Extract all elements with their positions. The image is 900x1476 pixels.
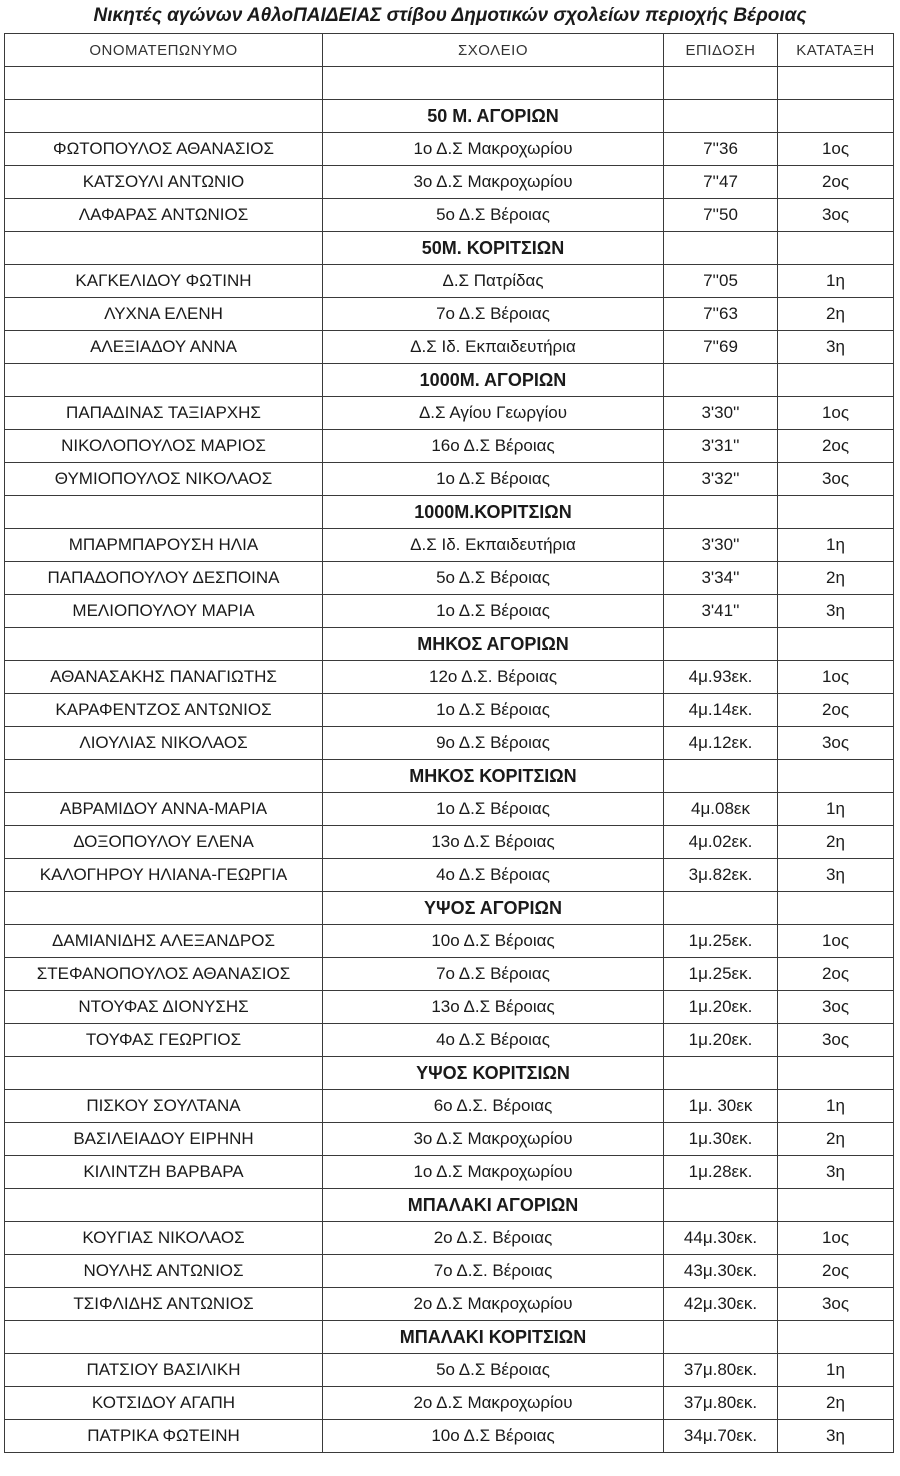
event-spacer-cell — [778, 1321, 894, 1354]
table-row — [5, 694, 894, 727]
performance-value: 37μ.80εκ. — [664, 1354, 778, 1387]
table-row — [5, 793, 894, 826]
performance-value: 1μ.25εκ. — [664, 958, 778, 991]
event-spacer-cell — [778, 496, 894, 529]
rank-value: 1ος — [778, 925, 894, 958]
table-row — [5, 958, 894, 991]
table-row — [5, 265, 894, 298]
table-row — [5, 397, 894, 430]
rank-value: 2η — [778, 826, 894, 859]
athlete-name: ΔΑΜΙΑΝΙΔΗΣ ΑΛΕΞΑΝΔΡΟΣ — [5, 925, 323, 958]
athlete-name: ΚΟΤΣΙΔΟΥ ΑΓΑΠΗ — [5, 1387, 323, 1420]
table-row — [5, 1354, 894, 1387]
rank-value: 2ος — [778, 166, 894, 199]
rank-value: 3η — [778, 595, 894, 628]
rank-value: 1ος — [778, 661, 894, 694]
rank-value: 3η — [778, 859, 894, 892]
event-spacer-cell — [664, 100, 778, 133]
event-title: 1000Μ. ΑΓΟΡΙΩΝ — [323, 364, 664, 397]
performance-value: 4μ.08εκ — [664, 793, 778, 826]
school-name: 13ο Δ.Σ Βέροιας — [323, 826, 664, 859]
rank-value: 2η — [778, 562, 894, 595]
rank-value: 2ος — [778, 694, 894, 727]
event-title: ΥΨΟΣ ΚΟΡΙΤΣΙΩΝ — [323, 1057, 664, 1090]
event-spacer-cell — [778, 892, 894, 925]
performance-value: 3μ.82εκ. — [664, 859, 778, 892]
column-header-rank: ΚΑΤΑΤΑΞΗ — [778, 34, 894, 67]
column-header-school: ΣΧΟΛΕΙΟ — [323, 34, 664, 67]
event-spacer-cell — [5, 892, 323, 925]
document-title: Νικητές αγώνων ΑθλοΠΑΙΔΕΙΑΣ στίβου Δημοτικών σχολείων περιοχής Βέροιας — [93, 5, 807, 26]
event-spacer-cell — [778, 1189, 894, 1222]
rank-value: 3ος — [778, 1288, 894, 1321]
school-name: 13ο Δ.Σ Βέροιας — [323, 991, 664, 1024]
athlete-name: ΠΑΠΑΔΟΠΟΥΛΟΥ ΔΕΣΠΟΙΝΑ — [5, 562, 323, 595]
table-row — [5, 331, 894, 364]
table-row — [5, 430, 894, 463]
athlete-name: ΝΟΥΛΗΣ ΑΝΤΩΝΙΟΣ — [5, 1255, 323, 1288]
rank-value: 1η — [778, 529, 894, 562]
school-name: 6ο Δ.Σ. Βέροιας — [323, 1090, 664, 1123]
performance-value: 42μ.30εκ. — [664, 1288, 778, 1321]
event-spacer-cell — [664, 1189, 778, 1222]
event-title: ΜΗΚΟΣ ΑΓΟΡΙΩΝ — [323, 628, 664, 661]
school-name: 4ο Δ.Σ Βέροιας — [323, 859, 664, 892]
performance-value: 1μ. 30εκ — [664, 1090, 778, 1123]
athlete-name: ΝΤΟΥΦΑΣ ΔΙΟΝΥΣΗΣ — [5, 991, 323, 1024]
athlete-name: ΒΑΣΙΛΕΙΑΔΟΥ ΕΙΡΗΝΗ — [5, 1123, 323, 1156]
rank-value: 3η — [778, 1156, 894, 1189]
rank-value: 2η — [778, 1387, 894, 1420]
school-name: 9ο Δ.Σ Βέροιας — [323, 727, 664, 760]
rank-value: 2η — [778, 1123, 894, 1156]
performance-value: 37μ.80εκ. — [664, 1387, 778, 1420]
school-name: 5ο Δ.Σ Βέροιας — [323, 562, 664, 595]
event-spacer-cell — [5, 232, 323, 265]
school-name: 10ο Δ.Σ Βέροιας — [323, 1420, 664, 1453]
event-title: 1000Μ.ΚΟΡΙΤΣΙΩΝ — [323, 496, 664, 529]
table-row — [5, 529, 894, 562]
rank-value: 1η — [778, 265, 894, 298]
table-row — [5, 1222, 894, 1255]
school-name: 1ο Δ.Σ Μακροχωρίου — [323, 1156, 664, 1189]
rank-value: 3ος — [778, 1024, 894, 1057]
event-header-row — [5, 1321, 894, 1354]
event-title: ΥΨΟΣ ΑΓΟΡΙΩΝ — [323, 892, 664, 925]
athlete-name: ΛΙΟΥΛΙΑΣ ΝΙΚΟΛΑΟΣ — [5, 727, 323, 760]
rank-value: 3η — [778, 331, 894, 364]
school-name: 1ο Δ.Σ Μακροχωρίου — [323, 133, 664, 166]
athlete-name: ΑΛΕΞΙΑΔΟΥ ΑΝΝΑ — [5, 331, 323, 364]
event-header-row — [5, 364, 894, 397]
school-name: Δ.Σ Ιδ. Εκπαιδευτήρια — [323, 529, 664, 562]
table-row — [5, 661, 894, 694]
rank-value: 1ος — [778, 397, 894, 430]
performance-value: 1μ.20εκ. — [664, 1024, 778, 1057]
performance-value: 3'30'' — [664, 529, 778, 562]
rank-value: 3ος — [778, 727, 894, 760]
rank-value: 3ος — [778, 991, 894, 1024]
empty-row — [5, 67, 894, 100]
athlete-name: ΜΕΛΙΟΠΟΥΛΟΥ ΜΑΡΙΑ — [5, 595, 323, 628]
table-row — [5, 991, 894, 1024]
athlete-name: ΑΒΡΑΜΙΔΟΥ ΑΝΝΑ-ΜΑΡΙΑ — [5, 793, 323, 826]
athlete-name: ΛΑΦΑΡΑΣ ΑΝΤΩΝΙΟΣ — [5, 199, 323, 232]
event-header-row — [5, 496, 894, 529]
table-row — [5, 463, 894, 496]
event-spacer-cell — [778, 232, 894, 265]
event-title: 50Μ. ΚΟΡΙΤΣΙΩΝ — [323, 232, 664, 265]
event-spacer-cell — [5, 1189, 323, 1222]
table-row — [5, 166, 894, 199]
column-header-name: ΟΝΟΜΑΤΕΠΩΝΥΜΟ — [5, 34, 323, 67]
school-name: 16ο Δ.Σ Βέροιας — [323, 430, 664, 463]
event-spacer-cell — [664, 892, 778, 925]
event-header-row — [5, 628, 894, 661]
athlete-name: ΦΩΤΟΠΟΥΛΟΣ ΑΘΑΝΑΣΙΟΣ — [5, 133, 323, 166]
performance-value: 4μ.12εκ. — [664, 727, 778, 760]
rank-value: 1η — [778, 1354, 894, 1387]
performance-value: 7''50 — [664, 199, 778, 232]
event-spacer-cell — [664, 1057, 778, 1090]
school-name: 2ο Δ.Σ Μακροχωρίου — [323, 1288, 664, 1321]
event-header-row — [5, 760, 894, 793]
rank-value: 3ος — [778, 199, 894, 232]
table-row — [5, 199, 894, 232]
results-body — [5, 34, 894, 1453]
school-name: 7ο Δ.Σ. Βέροιας — [323, 1255, 664, 1288]
school-name: Δ.Σ Ιδ. Εκπαιδευτήρια — [323, 331, 664, 364]
table-row — [5, 1090, 894, 1123]
event-spacer-cell — [5, 364, 323, 397]
athlete-name: ΘΥΜΙΟΠΟΥΛΟΣ ΝΙΚΟΛΑΟΣ — [5, 463, 323, 496]
athlete-name: ΤΟΥΦΑΣ ΓΕΩΡΓΙΟΣ — [5, 1024, 323, 1057]
table-row — [5, 562, 894, 595]
event-spacer-cell — [778, 628, 894, 661]
athlete-name: ΠΑΤΡΙΚΑ ΦΩΤΕΙΝΗ — [5, 1420, 323, 1453]
event-spacer-cell — [778, 100, 894, 133]
event-header-row — [5, 1057, 894, 1090]
school-name: 4ο Δ.Σ Βέροιας — [323, 1024, 664, 1057]
event-header-row — [5, 892, 894, 925]
rank-value: 1η — [778, 1090, 894, 1123]
school-name: 3ο Δ.Σ Μακροχωρίου — [323, 166, 664, 199]
athlete-name: ΜΠΑΡΜΠΑΡΟΥΣΗ ΗΛΙΑ — [5, 529, 323, 562]
header-row — [5, 34, 894, 67]
event-spacer-cell — [778, 1057, 894, 1090]
athlete-name: ΚΑΤΣΟΥΛΙ ΑΝΤΩΝΙΟ — [5, 166, 323, 199]
athlete-name: ΔΟΞΟΠΟΥΛΟΥ ΕΛΕΝΑ — [5, 826, 323, 859]
performance-value: 3'41'' — [664, 595, 778, 628]
performance-value: 7''36 — [664, 133, 778, 166]
event-spacer-cell — [664, 628, 778, 661]
rank-value: 2η — [778, 298, 894, 331]
athlete-name: ΣΤΕΦΑΝΟΠΟΥΛΟΣ ΑΘΑΝΑΣΙΟΣ — [5, 958, 323, 991]
performance-value: 7''63 — [664, 298, 778, 331]
rank-value: 2ος — [778, 958, 894, 991]
school-name: 10ο Δ.Σ Βέροιας — [323, 925, 664, 958]
table-row — [5, 133, 894, 166]
athlete-name: ΑΘΑΝΑΣΑΚΗΣ ΠΑΝΑΓΙΩΤΗΣ — [5, 661, 323, 694]
school-name: 2ο Δ.Σ Μακροχωρίου — [323, 1387, 664, 1420]
performance-value: 3'31'' — [664, 430, 778, 463]
performance-value: 1μ.28εκ. — [664, 1156, 778, 1189]
event-spacer-cell — [778, 760, 894, 793]
performance-value: 7''69 — [664, 331, 778, 364]
rank-value: 2ος — [778, 430, 894, 463]
school-name: Δ.Σ Αγίου Γεωργίου — [323, 397, 664, 430]
athlete-name: ΤΣΙΦΛΙΔΗΣ ΑΝΤΩΝΙΟΣ — [5, 1288, 323, 1321]
event-header-row — [5, 100, 894, 133]
event-header-row — [5, 232, 894, 265]
event-spacer-cell — [5, 1321, 323, 1354]
athlete-name: ΚΙΛΙΝΤΖΗ ΒΑΡΒΑΡΑ — [5, 1156, 323, 1189]
performance-value: 1μ.25εκ. — [664, 925, 778, 958]
school-name: 7ο Δ.Σ Βέροιας — [323, 298, 664, 331]
table-row — [5, 1156, 894, 1189]
athlete-name: ΚΑΛΟΓΗΡΟΥ ΗΛΙΑΝΑ-ΓΕΩΡΓΙΑ — [5, 859, 323, 892]
school-name: 3ο Δ.Σ Μακροχωρίου — [323, 1123, 664, 1156]
performance-value: 7''05 — [664, 265, 778, 298]
event-spacer-cell — [5, 628, 323, 661]
performance-value: 4μ.02εκ. — [664, 826, 778, 859]
event-spacer-cell — [664, 760, 778, 793]
event-spacer-cell — [664, 1321, 778, 1354]
table-row — [5, 1387, 894, 1420]
athlete-name: ΛΥΧΝΑ ΕΛΕΝΗ — [5, 298, 323, 331]
table-row — [5, 727, 894, 760]
athlete-name: ΠΙΣΚΟΥ ΣΟΥΛΤΑΝΑ — [5, 1090, 323, 1123]
school-name: 12ο Δ.Σ. Βέροιας — [323, 661, 664, 694]
rank-value: 2ος — [778, 1255, 894, 1288]
athlete-name: ΚΑΡΑΦΕΝΤΖΟΣ ΑΝΤΩΝΙΟΣ — [5, 694, 323, 727]
rank-value: 3ος — [778, 463, 894, 496]
column-header-performance: ΕΠΙΔΟΣΗ — [664, 34, 778, 67]
table-row — [5, 1288, 894, 1321]
performance-value: 44μ.30εκ. — [664, 1222, 778, 1255]
athlete-name: ΚΟΥΓΙΑΣ ΝΙΚΟΛΑΟΣ — [5, 1222, 323, 1255]
rank-value: 1η — [778, 793, 894, 826]
table-row — [5, 298, 894, 331]
athlete-name: ΠΑΠΑΔΙΝΑΣ ΤΑΞΙΑΡΧΗΣ — [5, 397, 323, 430]
athlete-name: ΚΑΓΚΕΛΙΔΟΥ ΦΩΤΙΝΗ — [5, 265, 323, 298]
event-title: ΜΠΑΛΑΚΙ ΑΓΟΡΙΩΝ — [323, 1189, 664, 1222]
event-spacer-cell — [5, 760, 323, 793]
table-row — [5, 1420, 894, 1453]
table-row — [5, 595, 894, 628]
performance-value: 1μ.20εκ. — [664, 991, 778, 1024]
school-name: 7ο Δ.Σ Βέροιας — [323, 958, 664, 991]
school-name: Δ.Σ Πατρίδας — [323, 265, 664, 298]
rank-value: 1ος — [778, 133, 894, 166]
performance-value: 7''47 — [664, 166, 778, 199]
performance-value: 34μ.70εκ. — [664, 1420, 778, 1453]
performance-value: 4μ.93εκ. — [664, 661, 778, 694]
school-name: 2ο Δ.Σ. Βέροιας — [323, 1222, 664, 1255]
event-spacer-cell — [5, 1057, 323, 1090]
school-name: 5ο Δ.Σ Βέροιας — [323, 1354, 664, 1387]
table-row — [5, 826, 894, 859]
event-spacer-cell — [778, 364, 894, 397]
school-name: 5ο Δ.Σ Βέροιας — [323, 199, 664, 232]
event-spacer-cell — [664, 232, 778, 265]
performance-value: 3'34'' — [664, 562, 778, 595]
athlete-name: ΠΑΤΣΙΟΥ ΒΑΣΙΛΙΚΗ — [5, 1354, 323, 1387]
event-header-row — [5, 1189, 894, 1222]
athlete-name: ΝΙΚΟΛΟΠΟΥΛΟΣ ΜΑΡΙΟΣ — [5, 430, 323, 463]
rank-value: 3η — [778, 1420, 894, 1453]
event-spacer-cell — [664, 496, 778, 529]
event-spacer-cell — [5, 496, 323, 529]
school-name: 1ο Δ.Σ Βέροιας — [323, 694, 664, 727]
event-spacer-cell — [5, 100, 323, 133]
performance-value: 1μ.30εκ. — [664, 1123, 778, 1156]
event-spacer-cell — [664, 364, 778, 397]
rank-value: 1ος — [778, 1222, 894, 1255]
performance-value: 3'30'' — [664, 397, 778, 430]
table-row — [5, 925, 894, 958]
school-name: 1ο Δ.Σ Βέροιας — [323, 793, 664, 826]
school-name: 1ο Δ.Σ Βέροιας — [323, 595, 664, 628]
performance-value: 3'32'' — [664, 463, 778, 496]
table-row — [5, 859, 894, 892]
table-row — [5, 1024, 894, 1057]
school-name: 1ο Δ.Σ Βέροιας — [323, 463, 664, 496]
table-row — [5, 1123, 894, 1156]
performance-value: 43μ.30εκ. — [664, 1255, 778, 1288]
event-title: ΜΠΑΛΑΚΙ ΚΟΡΙΤΣΙΩΝ — [323, 1321, 664, 1354]
performance-value: 4μ.14εκ. — [664, 694, 778, 727]
results-table — [4, 33, 894, 1453]
event-title: ΜΗΚΟΣ ΚΟΡΙΤΣΙΩΝ — [323, 760, 664, 793]
event-title: 50 Μ. ΑΓΟΡΙΩΝ — [323, 100, 664, 133]
table-row — [5, 1255, 894, 1288]
